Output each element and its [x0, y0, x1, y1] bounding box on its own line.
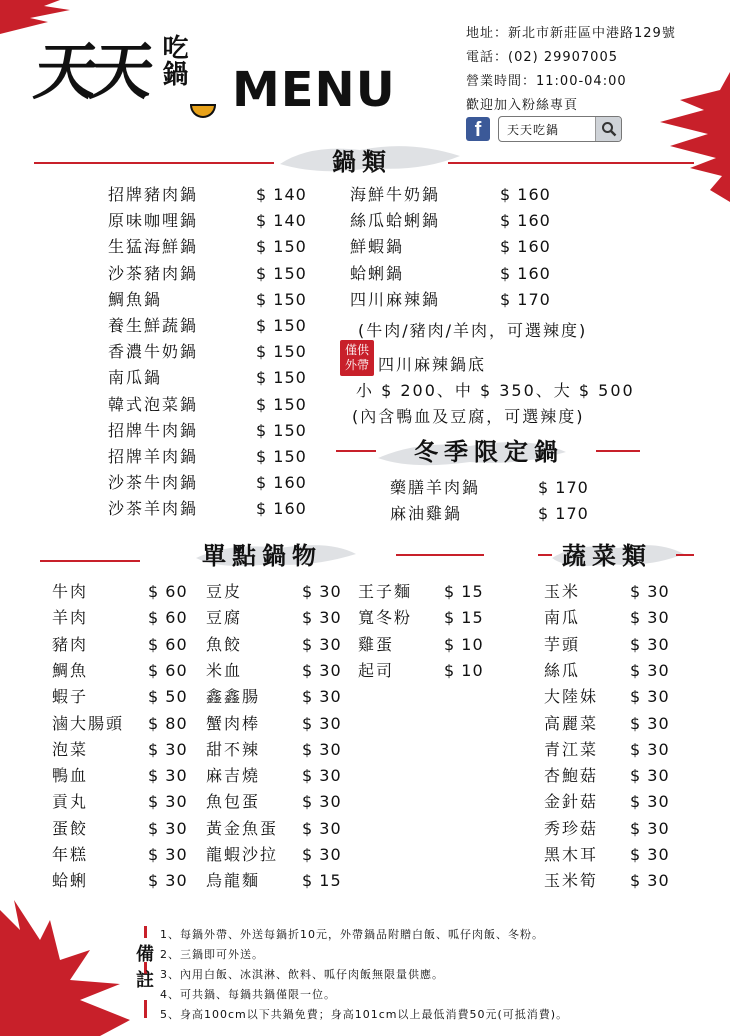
pot-item-name: 招牌牛肉鍋: [108, 420, 199, 440]
pot-item-price: $ 140: [256, 185, 307, 204]
single-item-price: $ 15: [302, 871, 342, 891]
single-item-name: 豬肉: [52, 634, 89, 654]
single-item-price: $ 30: [148, 792, 188, 812]
pot-item-price: $ 150: [256, 289, 307, 309]
single-item-price: $ 60: [148, 634, 188, 654]
single-item-name: 魚餃: [206, 634, 243, 654]
single-item-price: $ 60: [148, 608, 188, 628]
pot-item-price: $ 150: [256, 447, 307, 466]
winter-item-price: $ 170: [538, 504, 589, 523]
veggie-item-name: 青江菜: [544, 739, 599, 759]
spicy-note: (牛肉/豬肉/羊肉，可選辣度): [358, 321, 588, 340]
pot-item-price: $ 150: [256, 237, 307, 257]
facebook-search-box[interactable]: [498, 116, 622, 142]
single-item-name: 鴨血: [52, 766, 89, 786]
pot-item-name: 絲瓜蛤蜊鍋: [350, 211, 441, 231]
brand-logo: [30, 18, 206, 123]
pot-item-name: 招牌豬肉鍋: [108, 185, 199, 204]
remark-line: 1、每鍋外帶、外送每鍋折10元，外帶鍋品附贈白飯、呱仔肉飯、冬粉。: [160, 928, 544, 941]
single-item-price: $ 30: [302, 818, 342, 838]
single-item-price: $ 10: [444, 660, 484, 680]
pot-item-price: $ 150: [256, 394, 307, 414]
single-item-name: 貢丸: [52, 792, 89, 812]
winter-item-price: $ 170: [538, 478, 589, 497]
pot-item-name: 蛤蜊鍋: [350, 263, 405, 283]
veggie-item-price: $ 30: [630, 739, 670, 759]
pot-item-name: 沙茶羊肉鍋: [108, 499, 199, 519]
veggie-item-name: 玉米: [544, 582, 581, 601]
brush-stroke-right: [650, 72, 730, 202]
shop-phone: 電話：(02) 29907005: [466, 50, 618, 65]
veggies-rule-left: [538, 554, 552, 556]
single-item-price: $ 30: [148, 845, 188, 864]
single-item-price: $ 30: [302, 792, 342, 812]
veggie-item-price: $ 30: [630, 766, 670, 786]
winter-title: 冬季限定鍋: [414, 438, 564, 466]
pot-item-name: 養生鮮蔬鍋: [108, 316, 199, 335]
spicy-base-sizes: 小 $ 200、中 $ 350、大 $ 500: [356, 381, 635, 400]
veggie-item-name: 大陸妹: [544, 687, 599, 707]
single-item-name: 蟹肉棒: [206, 713, 261, 733]
single-item-price: $ 30: [148, 766, 188, 786]
veggie-item-price: $ 30: [630, 792, 670, 812]
veggie-item-price: $ 30: [630, 660, 670, 680]
facebook-icon[interactable]: f: [466, 117, 490, 141]
veggie-item-name: 秀珍菇: [544, 818, 599, 838]
single-item-name: 鯛魚: [52, 660, 89, 680]
pots-title: 鍋類: [332, 148, 392, 176]
badge-line-2: 外帶: [344, 358, 369, 372]
veggie-item-name: 高麗菜: [544, 713, 599, 733]
winter-item-name: 麻油雞鍋: [390, 504, 463, 523]
single-item-price: $ 80: [148, 713, 188, 733]
pot-item-price: $ 160: [500, 237, 551, 257]
pot-item-name: 沙茶牛肉鍋: [108, 473, 199, 493]
single-item-price: $ 30: [302, 582, 342, 601]
winter-item-name: 藥膳羊肉鍋: [390, 478, 481, 497]
single-item-name: 蛋餃: [52, 818, 89, 838]
single-item-price: $ 30: [302, 845, 342, 864]
single-item-price: $ 30: [302, 766, 342, 786]
shop-hours: 營業時間：11:00-04:00: [466, 74, 627, 89]
remark-line: 4、可共鍋、每鍋共鍋僅限一位。: [160, 988, 336, 1001]
logo-small-text: 吃鍋: [158, 34, 188, 86]
veggie-item-price: $ 30: [630, 634, 670, 654]
pot-item-price: $ 150: [256, 316, 307, 335]
pot-item-name: 韓式泡菜鍋: [108, 394, 199, 414]
single-item-name: 甜不辣: [206, 739, 261, 759]
pot-item-name: 鯛魚鍋: [108, 289, 163, 309]
logo-main-text: 天天: [30, 35, 153, 108]
shop-address: 地址：新北市新莊區中港路129號: [466, 26, 676, 41]
spicy-base-note: (內含鴨血及豆腐，可選辣度): [352, 407, 585, 426]
veggie-item-name: 南瓜: [544, 608, 581, 628]
single-item-name: 泡菜: [52, 739, 89, 759]
single-item-price: $ 15: [444, 608, 484, 628]
spicy-base-title: 四川麻辣鍋底: [378, 355, 487, 374]
veggie-item-name: 黑木耳: [544, 845, 599, 864]
pot-item-price: $ 150: [256, 342, 307, 362]
pot-item-price: $ 150: [256, 420, 307, 440]
remark-line: 3、內用白飯、冰淇淋、飲料、呱仔肉飯無限量供應。: [160, 968, 444, 981]
magnifier-icon[interactable]: [595, 117, 621, 141]
single-item-price: $ 50: [148, 687, 188, 707]
veggie-item-price: $ 30: [630, 845, 670, 864]
pot-item-name: 香濃牛奶鍋: [108, 342, 199, 362]
single-item-price: $ 30: [148, 818, 188, 838]
pot-item-price: $ 150: [256, 368, 307, 388]
single-item-name: 蛤蜊: [52, 871, 89, 891]
single-item-name: 蝦子: [52, 687, 89, 707]
single-item-name: 米血: [206, 660, 243, 680]
single-item-price: $ 30: [302, 634, 342, 654]
veggie-item-name: 玉米筍: [544, 871, 599, 891]
pot-item-price: $ 160: [256, 473, 307, 493]
single-item-price: $ 60: [148, 660, 188, 680]
pot-item-price: $ 140: [256, 211, 307, 231]
single-item-name: 烏龍麵: [206, 871, 261, 891]
veggie-item-price: $ 30: [630, 713, 670, 733]
veggies-rule-right: [676, 554, 694, 556]
pot-item-name: 招牌羊肉鍋: [108, 447, 199, 466]
pot-item-price: $ 170: [500, 289, 551, 309]
single-item-price: $ 30: [148, 739, 188, 759]
single-item-price: $ 30: [302, 713, 342, 733]
veggies-title: 蔬菜類: [562, 542, 652, 570]
veggie-item-price: $ 30: [630, 582, 670, 601]
bowl-icon: [190, 104, 216, 118]
single-item-name: 魚包蛋: [206, 792, 261, 812]
pot-item-name: 海鮮牛奶鍋: [350, 185, 441, 204]
single-item-name: 龍蝦沙拉: [206, 845, 279, 864]
single-item-name: 麻吉燒: [206, 766, 261, 786]
remarks-bar-bottom: [144, 1000, 147, 1018]
single-item-name: 黃金魚蛋: [206, 818, 279, 838]
remark-line: 5、身高100cm以下共鍋免費；身高101cm以上最低消費50元(可抵消費)。: [160, 1008, 569, 1021]
facebook-search-bar[interactable]: [466, 116, 622, 142]
pot-item-price: $ 150: [256, 263, 307, 283]
veggie-item-name: 芋頭: [544, 634, 581, 654]
singles-title: 單點鍋物: [202, 542, 322, 570]
veggie-item-price: $ 30: [630, 818, 670, 838]
pot-item-price: $ 160: [500, 263, 551, 283]
pot-item-name: 原味咖哩鍋: [108, 211, 199, 231]
pot-item-name: 鮮蝦鍋: [350, 237, 405, 257]
veggie-item-price: $ 30: [630, 871, 670, 891]
single-item-name: 雞蛋: [358, 634, 395, 654]
veggie-item-price: $ 30: [630, 608, 670, 628]
takeout-only-badge: [340, 340, 374, 376]
single-item-name: 起司: [358, 660, 395, 680]
pot-item-name: 生猛海鮮鍋: [108, 237, 199, 257]
pots-rule-left: [34, 162, 274, 164]
single-item-price: $ 30: [302, 687, 342, 707]
pots-rule-right: [448, 162, 694, 164]
single-item-name: 豆腐: [206, 608, 243, 628]
winter-rule-left: [336, 450, 376, 452]
veggie-item-name: 絲瓜: [544, 660, 581, 680]
single-item-name: 滷大腸頭: [52, 713, 125, 733]
single-item-price: $ 30: [302, 608, 342, 628]
single-item-name: 王子麵: [358, 582, 413, 601]
single-item-price: $ 10: [444, 634, 484, 654]
single-item-name: 年糕: [52, 845, 89, 864]
veggie-item-price: $ 30: [630, 687, 670, 707]
single-item-name: 牛肉: [52, 582, 89, 601]
remarks-bar-top: [144, 926, 147, 938]
brush-stroke-bottom-left: [0, 900, 135, 1036]
pot-item-price: $ 160: [500, 211, 551, 231]
single-item-price: $ 15: [444, 582, 484, 601]
badge-line-1: 僅供: [344, 343, 369, 357]
single-item-name: 豆皮: [206, 582, 243, 601]
singles-rule-left: [40, 560, 140, 562]
single-item-name: 寬冬粉: [358, 608, 413, 628]
remarks-label: 備註: [133, 944, 154, 996]
veggie-item-name: 金針菇: [544, 792, 599, 812]
pot-item-name: 四川麻辣鍋: [350, 289, 441, 309]
pot-item-name: 沙茶豬肉鍋: [108, 263, 199, 283]
singles-rule-right: [396, 554, 484, 556]
single-item-name: 羊肉: [52, 608, 89, 628]
menu-heading: MENU: [232, 62, 396, 118]
remark-line: 2、三鍋即可外送。: [160, 948, 264, 961]
veggie-item-name: 杏鮑菇: [544, 766, 599, 786]
fans-invite: 歡迎加入粉絲專頁: [466, 98, 579, 113]
pot-item-price: $ 160: [256, 499, 307, 519]
pot-item-price: $ 160: [500, 185, 551, 204]
pot-item-name: 南瓜鍋: [108, 368, 163, 388]
winter-rule-right: [596, 450, 640, 452]
single-item-price: $ 30: [302, 739, 342, 759]
single-item-price: $ 30: [148, 871, 188, 891]
single-item-price: $ 30: [302, 660, 342, 680]
facebook-search-text: 天天吃鍋: [507, 122, 560, 137]
single-item-price: $ 60: [148, 582, 188, 601]
single-item-name: 鑫鑫腸: [206, 687, 261, 707]
